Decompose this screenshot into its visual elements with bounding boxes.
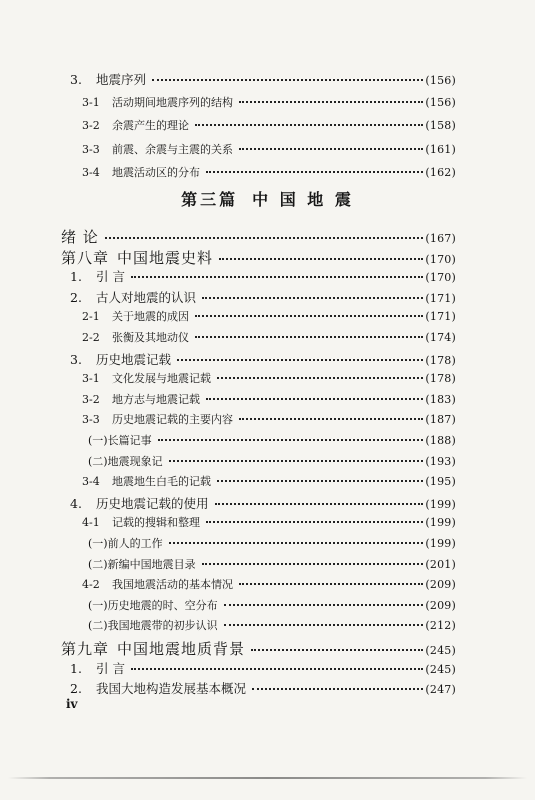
leader-dots xyxy=(217,377,423,379)
leader-dots xyxy=(105,237,424,239)
toc-entry-page: (199) xyxy=(425,497,456,511)
leader-dots xyxy=(239,101,423,103)
toc-entry xyxy=(82,391,456,407)
leader-dots xyxy=(202,297,423,299)
toc-entry-page: (170) xyxy=(425,252,456,266)
toc-entry-number: 第九章 xyxy=(61,640,110,658)
toc-entry xyxy=(88,535,456,551)
toc-entry-page: (188) xyxy=(425,434,456,447)
toc-entry xyxy=(82,514,456,530)
toc-entry xyxy=(70,267,456,285)
toc-entry-page: (171) xyxy=(425,310,456,324)
toc-entry-title: (一)前人的工作 xyxy=(88,537,163,550)
toc-entry-page: (171) xyxy=(425,291,456,305)
toc-entry xyxy=(82,473,456,489)
toc-entry-title: 历史地震记载 xyxy=(96,351,172,367)
toc-entry xyxy=(88,597,456,613)
toc-entry xyxy=(70,679,456,697)
toc-entry-title: 地震序列 xyxy=(96,72,147,87)
toc-entry xyxy=(70,659,456,677)
toc-entry-title: (一)历史地震的时、空分布 xyxy=(88,598,218,612)
toc-entry xyxy=(61,247,456,268)
toc-entry-title: 记载的搜辑和整理 xyxy=(112,516,200,530)
toc-entry-title: 关于地震的成因 xyxy=(112,310,189,324)
toc-entry-page: (178) xyxy=(425,353,456,367)
toc-entry-page: (247) xyxy=(425,683,456,697)
toc-entry-title: 引 言 xyxy=(96,269,125,285)
leader-dots xyxy=(131,276,423,278)
toc-entry-number: 3-4 xyxy=(82,166,100,179)
toc-entry-title: (二)新编中国地震目录 xyxy=(88,557,196,571)
toc-entry-title: 地震活动区的分布 xyxy=(112,166,200,179)
toc-entry-page: (167) xyxy=(425,232,456,245)
toc-entry-title: 地方志与地震记载 xyxy=(112,392,200,406)
toc-entry-title: 古人对地震的认识 xyxy=(96,289,197,305)
toc-entry-number: 3-1 xyxy=(82,372,100,386)
page-number: iv xyxy=(66,697,78,711)
part-heading xyxy=(0,187,535,210)
leader-dots xyxy=(224,624,424,626)
toc-entry xyxy=(88,617,456,633)
leader-dots xyxy=(158,439,424,441)
toc-entry-number: 2-1 xyxy=(82,310,100,324)
leader-dots xyxy=(206,171,423,173)
leader-dots xyxy=(131,668,423,670)
leader-dots xyxy=(195,315,423,317)
toc-entry xyxy=(88,556,456,572)
toc-entry-number: 4. xyxy=(70,495,82,511)
toc-entry xyxy=(82,117,456,133)
toc-entry-title: 张衡及其地动仪 xyxy=(112,331,189,344)
toc-entry-number: 3-3 xyxy=(82,142,100,156)
toc-entry-page: (209) xyxy=(425,598,456,612)
toc-entry-title: (一)长篇记事 xyxy=(88,434,152,447)
toc-entry xyxy=(82,576,456,592)
leader-dots xyxy=(224,604,424,606)
toc-entry-page: (245) xyxy=(425,644,456,657)
toc-entry-number: 1. xyxy=(70,269,82,285)
toc-entry-page: (162) xyxy=(425,166,456,179)
toc-entry-page: (183) xyxy=(425,392,456,406)
toc-entry-number: 3-1 xyxy=(82,95,100,109)
leader-dots xyxy=(239,148,423,150)
toc-entry xyxy=(82,411,456,427)
toc-entry xyxy=(82,164,456,180)
toc-entry-title: 中国地震史料 xyxy=(117,248,214,267)
toc-entry-title: 引 言 xyxy=(96,660,125,676)
scan-edge-line xyxy=(8,777,527,779)
toc-entry xyxy=(61,226,456,247)
toc-entry xyxy=(70,70,456,88)
leader-dots xyxy=(252,688,423,690)
toc-entry-page: (161) xyxy=(425,142,456,156)
toc-entry xyxy=(61,638,456,659)
toc-entry-number: 4-1 xyxy=(82,516,100,530)
leader-dots xyxy=(239,583,423,585)
toc-entry-title: 前震、余震与主震的关系 xyxy=(112,142,233,156)
toc-entry-page: (201) xyxy=(425,557,456,571)
toc-entry-page: (245) xyxy=(425,662,456,676)
toc-entry-number: 第八章 xyxy=(61,248,110,267)
leader-dots xyxy=(177,359,423,361)
part-title: 中 国 地 震 xyxy=(252,190,354,209)
toc-entry-title: 地震地生白毛的记载 xyxy=(112,475,211,489)
toc-entry-title: 中国地震地质背景 xyxy=(117,640,246,658)
toc-entry-number: 3-3 xyxy=(82,413,100,427)
toc-entry-title: 历史地震记载的主要内容 xyxy=(112,413,233,427)
toc-entry-number: 1. xyxy=(70,660,82,676)
toc-entry xyxy=(88,453,456,469)
toc-entry-title: 文化发展与地震记载 xyxy=(112,372,211,386)
toc-entry xyxy=(82,329,456,345)
leader-dots xyxy=(195,124,423,126)
leader-dots xyxy=(169,542,424,544)
toc-entry-number: 2-2 xyxy=(82,331,100,344)
leader-dots xyxy=(152,79,423,81)
part-number: 第三篇 xyxy=(181,190,239,209)
toc-entry-number: 4-2 xyxy=(82,578,100,592)
toc-entry xyxy=(82,141,456,157)
toc-entry-page: (195) xyxy=(425,475,456,489)
toc-entry-title: (二)我国地震带的初步认识 xyxy=(88,619,218,633)
leader-dots xyxy=(169,460,424,462)
toc-entry-number: 3-2 xyxy=(82,119,100,132)
toc-entry-title: 我国大地构造发展基本概况 xyxy=(96,681,247,697)
toc-entry-title: 绪 论 xyxy=(61,228,99,246)
toc-entry xyxy=(70,494,456,512)
toc-entry xyxy=(82,94,456,110)
toc-entry-number: 3-4 xyxy=(82,475,100,489)
leader-dots xyxy=(202,563,424,565)
toc-entry-number: 3-2 xyxy=(82,392,100,406)
toc-entry xyxy=(70,350,456,368)
toc-entry-page: (209) xyxy=(425,578,456,592)
toc-entry-title: (二)地震现象记 xyxy=(88,454,163,468)
toc-entry-page: (193) xyxy=(425,454,456,468)
leader-dots xyxy=(251,649,423,651)
toc-entry xyxy=(70,288,456,306)
leader-dots xyxy=(239,418,423,420)
toc-entry-page: (187) xyxy=(425,413,456,427)
toc-entry-number: 2. xyxy=(70,289,82,305)
toc-entry-page: (199) xyxy=(425,516,456,530)
leader-dots xyxy=(219,258,423,260)
leader-dots xyxy=(206,521,423,523)
toc-entry-title: 活动期间地震序列的结构 xyxy=(112,95,233,109)
toc-entry-title: 我国地震活动的基本情况 xyxy=(112,578,233,592)
toc-entry-title: 余震产生的理论 xyxy=(112,119,189,132)
toc-entry xyxy=(82,370,456,386)
toc-entry-number: 2. xyxy=(70,681,82,697)
toc-entry-page: (199) xyxy=(425,537,456,550)
leader-dots xyxy=(215,503,424,505)
toc-entry-page: (178) xyxy=(425,372,456,386)
leader-dots xyxy=(195,336,423,338)
leader-dots xyxy=(206,398,423,400)
toc-entry-page: (174) xyxy=(425,331,456,344)
toc-entry-page: (212) xyxy=(425,619,456,633)
toc-entry-number: 3. xyxy=(70,351,82,367)
toc-entry-title: 历史地震记载的使用 xyxy=(96,495,209,511)
toc-entry xyxy=(82,308,456,324)
toc-entry-page: (170) xyxy=(425,271,456,285)
leader-dots xyxy=(217,480,423,482)
toc-entry-page: (158) xyxy=(425,119,456,132)
toc-entry xyxy=(88,432,456,448)
toc-entry-page: (156) xyxy=(425,95,456,109)
toc-entry-page: (156) xyxy=(425,74,456,87)
toc-entry-number: 3. xyxy=(70,72,82,87)
